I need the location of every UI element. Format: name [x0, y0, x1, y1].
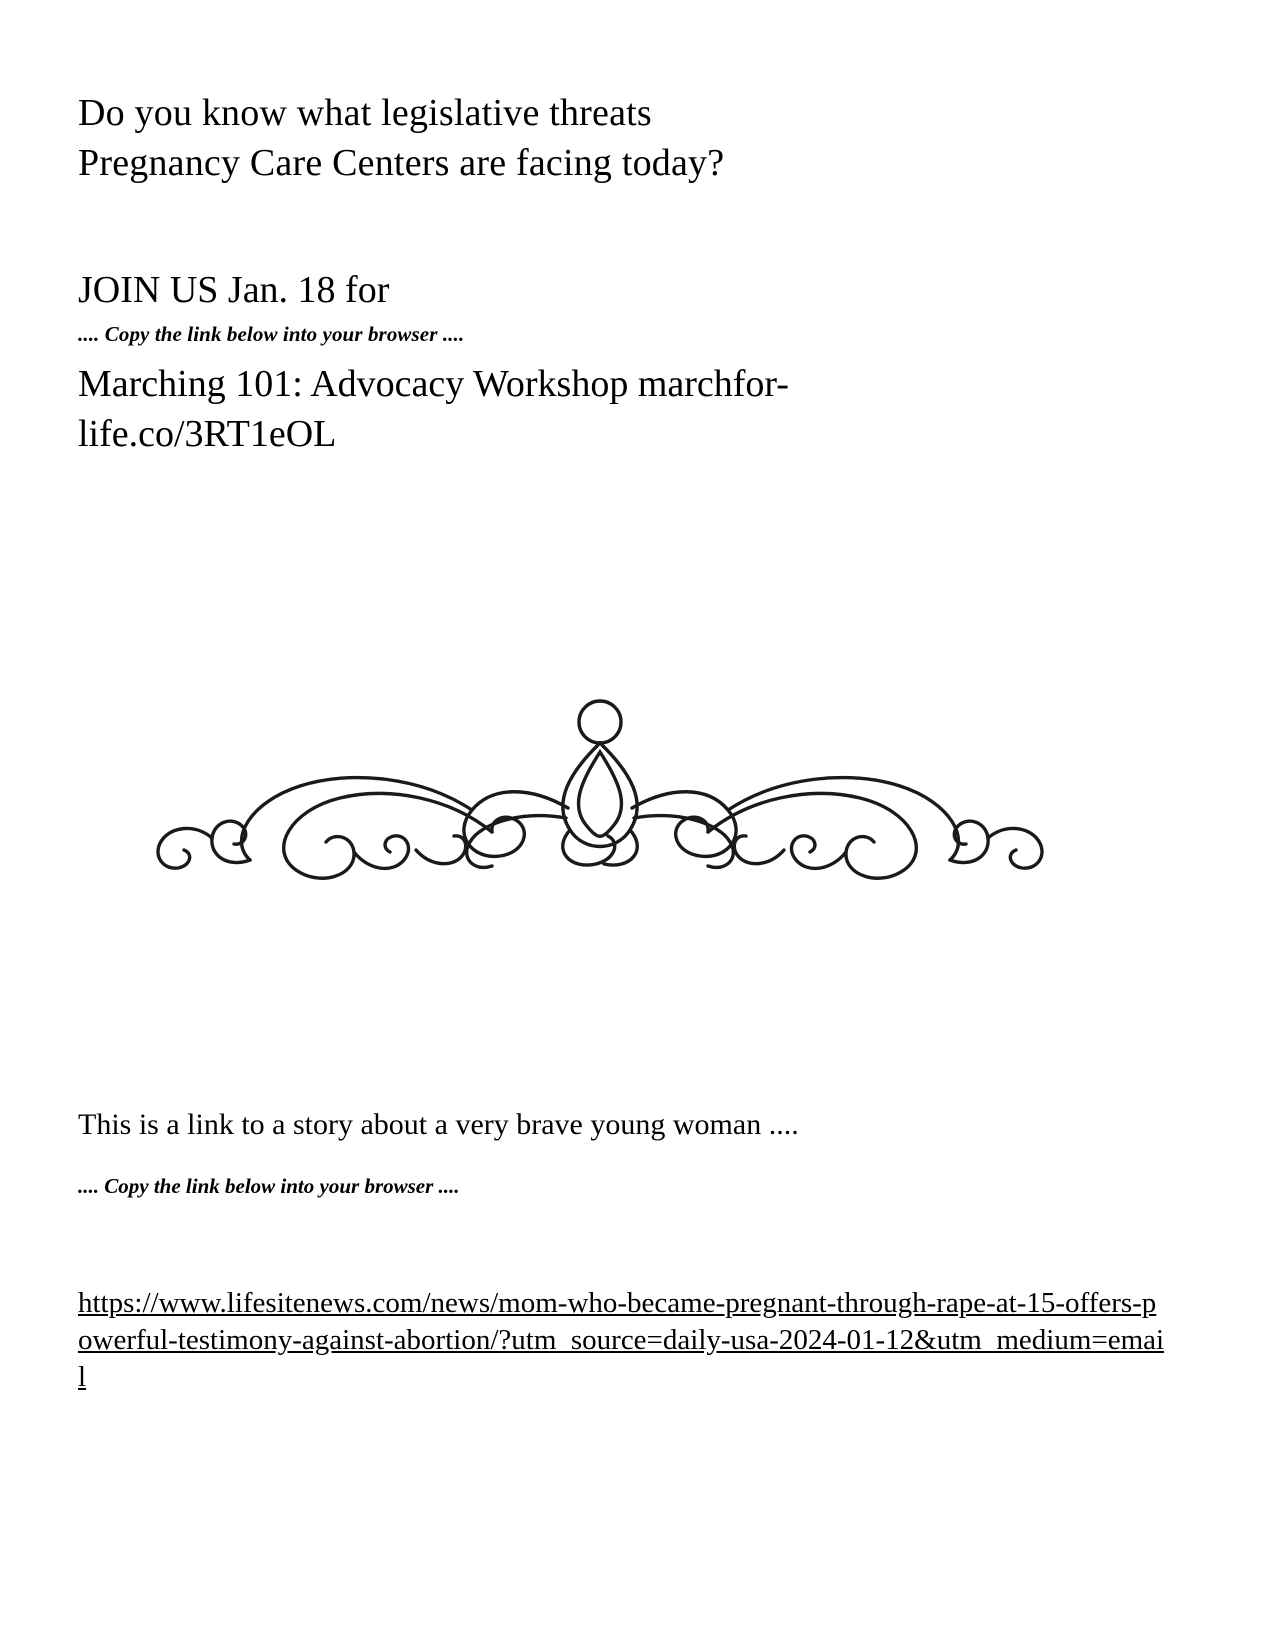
spacer: [78, 188, 1188, 266]
story-text-block: [78, 1105, 1188, 1199]
top-text-block: [78, 88, 1188, 459]
copy-link-note-1: .... Copy the link below into your browser ....: [78, 321, 465, 346]
headline-line-2: Pregnancy Care Centers are facing today?: [78, 142, 725, 185]
join-us-line: JOIN US Jan. 18 for: [78, 269, 390, 312]
story-intro-text: This is a link to a story about a very brave young woman ....: [78, 1108, 799, 1141]
workshop-line: Marching 101: Advocacy Workshop marchfor-life.co/3RT1eOL: [78, 363, 789, 456]
story-url-link[interactable]: https://www.lifesitenews.com/news/mom-who-became-pregnant-through-rape-at-15-offers-powerful-testimony-against-abortion/?utm_source=daily-usa-2024-01-12&utm_medium=email: [78, 1287, 1165, 1394]
headline: [78, 88, 1188, 188]
flourish-icon: [100, 690, 1100, 900]
story-url-block: [78, 1285, 1168, 1396]
copy-link-note-2: .... Copy the link below into your browser ....: [78, 1173, 460, 1198]
headline-line-1: Do you know what legislative threats: [78, 92, 652, 134]
